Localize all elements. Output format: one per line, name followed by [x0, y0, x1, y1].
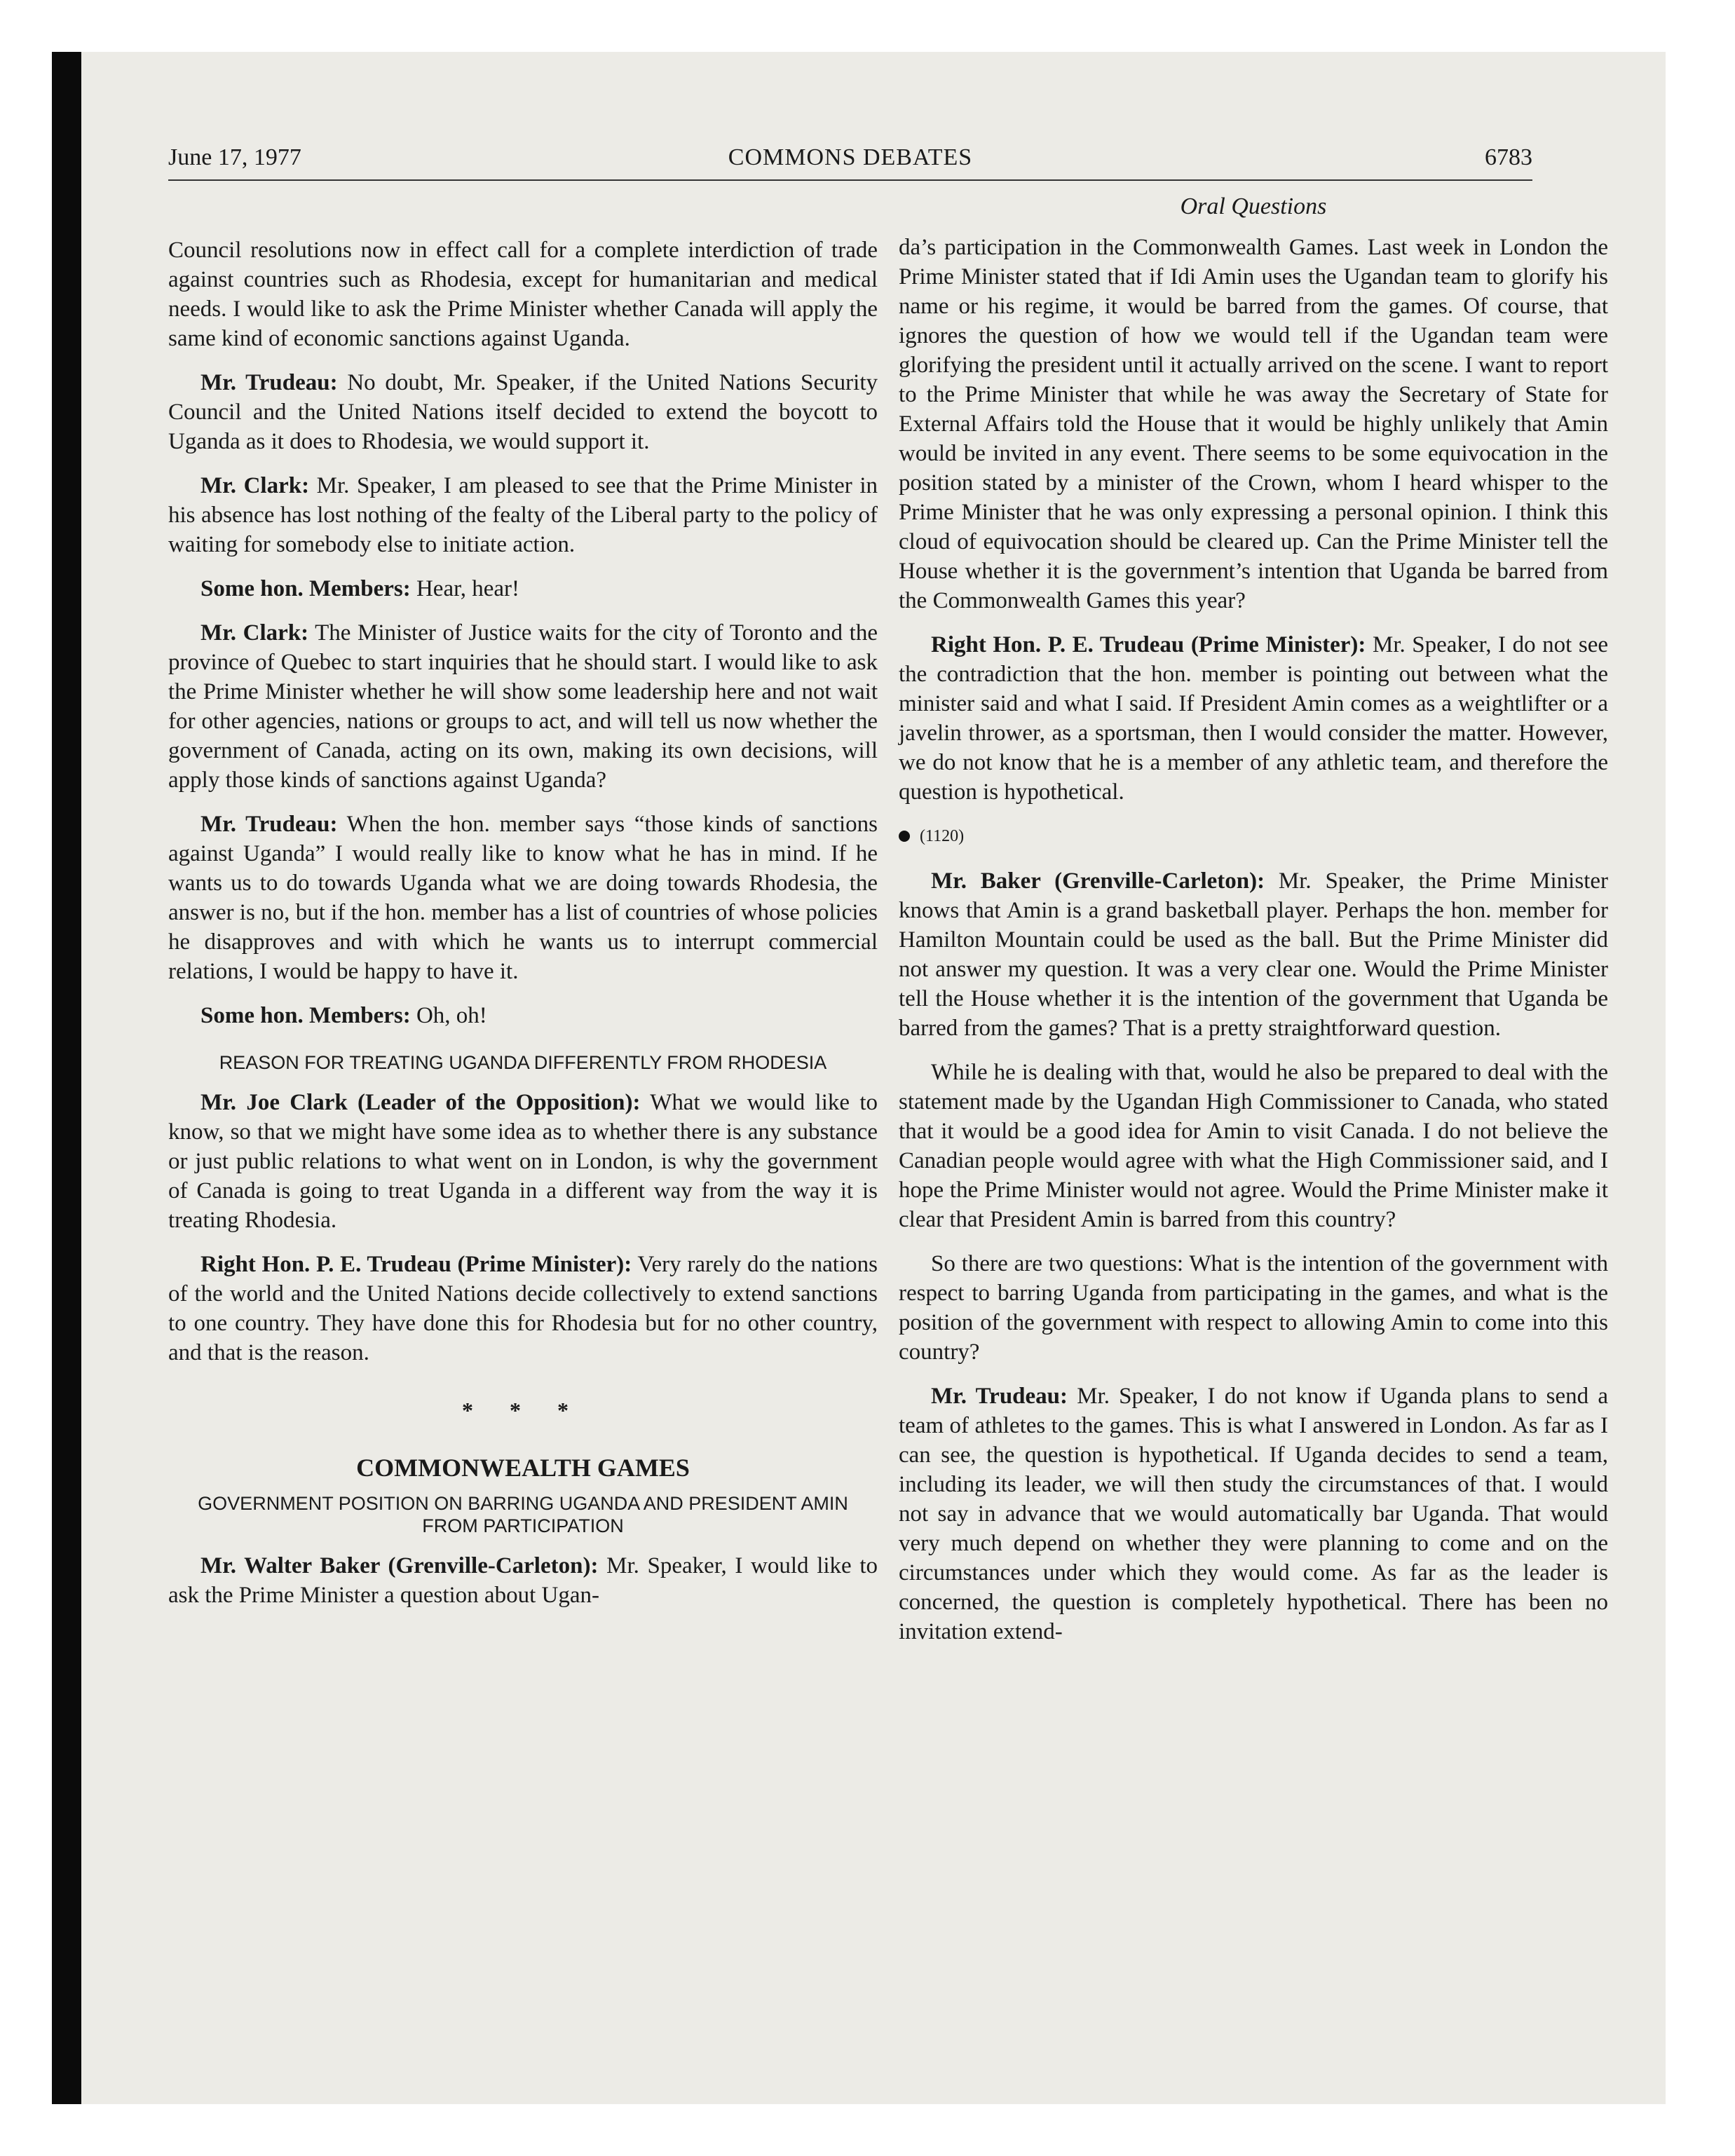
speech-text: Mr. Speaker, I would like to ask the Prime Minister a question about Ugan- [168, 1553, 878, 1608]
speech-text: Mr. Speaker, I do not see the contradiction that the hon. member is pointing out between what the minister said and what I said. If President Amin comes as a weightlifter or a javelin thrower, as a sportsman, then I would consider the matter. However, we do not know that he is a member of any athletic team, and therefore the question is hypothetical. [899, 632, 1608, 805]
paragraph: Council resolutions now in effect call for a complete interdiction of trade against countries such as Rhodesia, except for humanitarian and medical needs. I would like to ask the Prime Minister whether Canada will apply the same kind of economic sanctions against Uganda. [168, 238, 878, 351]
right-column [899, 192, 1608, 1661]
speech-text: When the hon. member says “those kinds of sanctions against Uganda” I would really like to know what he has in mind. If he wants us to do towards Uganda what we are doing towards Rhodesia, the answer is no, but if the hon. member has a list of countries of whose policies he disapproves and with which he wants us to interrupt commercial relations, I would be happy to have it. [168, 812, 878, 984]
speech-text: Mr. Speaker, I am pleased to see that the Prime Minister in his absence has lost nothing of the fealty of the Liberal party to the policy of waiting for somebody else to initiate action. [168, 473, 878, 557]
speaker-name: Mr. Trudeau: [200, 812, 338, 837]
paragraph: So there are two questions: What is the intention of the government with respect to barring Uganda from participating in the games, and what is the position of the government with respect to allowing Amin to come into this country? [899, 1251, 1608, 1365]
speaker-name: Right Hon. P. E. Trudeau (Prime Minister): [200, 1252, 632, 1277]
speaker-name: Right Hon. P. E. Trudeau (Prime Minister): [931, 632, 1366, 657]
paragraph [168, 1551, 878, 1610]
paragraph [168, 574, 878, 603]
speech-text: No doubt, Mr. Speaker, if the United Nations Security Council and the United Nations itself decided to extend the boycott to Uganda as it does to Rhodesia, we would support it. [168, 370, 878, 454]
page-header [168, 143, 1532, 181]
time-stamp: (1120) [920, 827, 965, 845]
scanned-page [52, 52, 1666, 2104]
paragraph [168, 1088, 878, 1235]
paragraph [168, 471, 878, 559]
paragraph: While he is dealing with that, would he also be prepared to deal with the statement made by the Ugandan High Commissioner to Canada, who stated that it would be a good idea for Amin to visit Canada. I do not believe the Canadian people would agree with what the High Commissioner said, and I hope the Prime Minister would not agree. Would the Prime Minister make it clear that President Amin is barred from this country? [899, 1060, 1608, 1232]
speaker-name: Mr. Walter Baker (Grenville-Carleton): [200, 1553, 599, 1578]
running-head: Oral Questions [1180, 193, 1327, 219]
speaker-name: Mr. Clark: [200, 473, 310, 498]
paragraph [168, 810, 878, 986]
paragraph: da’s participation in the Commonwealth Games. Last week in London the Prime Minister stated that if Idi Amin uses the Ugandan team to glorify his name or his regime, it would be barred from the games. Of course, that ignores the question of how we would tell if the Ugandan team were glorifying the president until it actually arrived on the scene. I want to report to the Prime Minister that while he was away the Secretary of State for External Affairs told the House that it would be highly unlikely that Amin would be invited in any event. There seems to be some equivocation in the position stated by a minister of the Crown, whom I heard whisper to the Prime Minister that he was only expressing a personal opinion. I think this cloud of equivocation should be cleared up. Can the Prime Minister tell the House whether it is the government’s intention that Uganda be barred from the Commonwealth Games this year? [899, 235, 1608, 613]
binding-edge [52, 52, 81, 2104]
bullet-icon [899, 831, 910, 842]
speech-text: What we would like to know, so that we might have some idea as to whether there is any substance or just public relations to what went on in London, is why the government of Canada is going to treat Uganda in a different way from the way it is treating Rhodesia. [168, 1090, 878, 1233]
speaker-name: Some hon. Members: [200, 1003, 411, 1028]
speech-text: Oh, oh! [410, 1003, 487, 1028]
speaker-name: Mr. Baker (Grenville-Carleton): [931, 868, 1265, 894]
paragraph [168, 1001, 878, 1030]
header-page-number: 6783 [1485, 144, 1532, 170]
speech-text: The Minister of Justice waits for the city of Toronto and the province of Quebec to start inquiries that he should start. I would like to ask the Prime Minister whether he will show some leadership here and not wait for other agencies, nations or groups to act, and will tell us now whether the government of Canada, acting on its own, making its own decisions, will apply those kinds of sanctions against Uganda? [168, 620, 878, 793]
header-title: COMMONS DEBATES [728, 144, 973, 170]
header-date: June 17, 1977 [168, 144, 301, 170]
section-heading: COMMONWEALTH GAMES [356, 1454, 690, 1482]
paragraph [899, 1381, 1608, 1646]
paragraph [168, 368, 878, 456]
speech-text: Very rarely do the nations of the world and the United Nations decide collectively to extend sanctions to one country. They have done this for Rhodesia but for no other country, and that is the reason. [168, 1252, 878, 1365]
speaker-name: Mr. Joe Clark (Leader of the Opposition): [200, 1090, 641, 1115]
paragraph [899, 630, 1608, 807]
speech-text: Hear, hear! [410, 576, 520, 601]
subheading: GOVERNMENT POSITION ON BARRING UGANDA AND PRESIDENT AMIN FROM PARTICIPATION [198, 1493, 848, 1536]
speaker-name: Mr. Clark: [200, 620, 309, 646]
section-separator: * * * [462, 1398, 584, 1423]
speech-text: Mr. Speaker, I do not know if Uganda plans to send a team of athletes to the games. This is what I answered in London. As far as I can see, the question is hypothetical. If Uganda decides to send a team, including its leader, we will then study the circumstances of that. I would not say in advance that we would automatically bar Uganda. That would very much depend on whether they were planning to come and on the circumstances under which they would come. As far as the leader is concerned, the question is completely hypothetical. There has been no invitation extend- [899, 1384, 1608, 1644]
paragraph [168, 618, 878, 795]
speaker-name: Mr. Trudeau: [200, 370, 338, 395]
subheading: REASON FOR TREATING UGANDA DIFFERENTLY FROM RHODESIA [219, 1052, 827, 1073]
paragraph [168, 1250, 878, 1367]
speech-text: Mr. Speaker, the Prime Minister knows that Amin is a grand basketball player. Perhaps the hon. member for Hamilton Mountain could be used as the ball. But the Prime Minister did not answer my question. It was a very clear one. Would the Prime Minister tell the House whether it is the intention of the government that Uganda be barred from the games? That is a pretty straightforward question. [899, 868, 1608, 1041]
time-marker [899, 821, 1608, 851]
left-column [168, 236, 878, 1625]
speaker-name: Mr. Trudeau: [931, 1384, 1068, 1409]
speaker-name: Some hon. Members: [200, 576, 411, 601]
paragraph [899, 866, 1608, 1043]
